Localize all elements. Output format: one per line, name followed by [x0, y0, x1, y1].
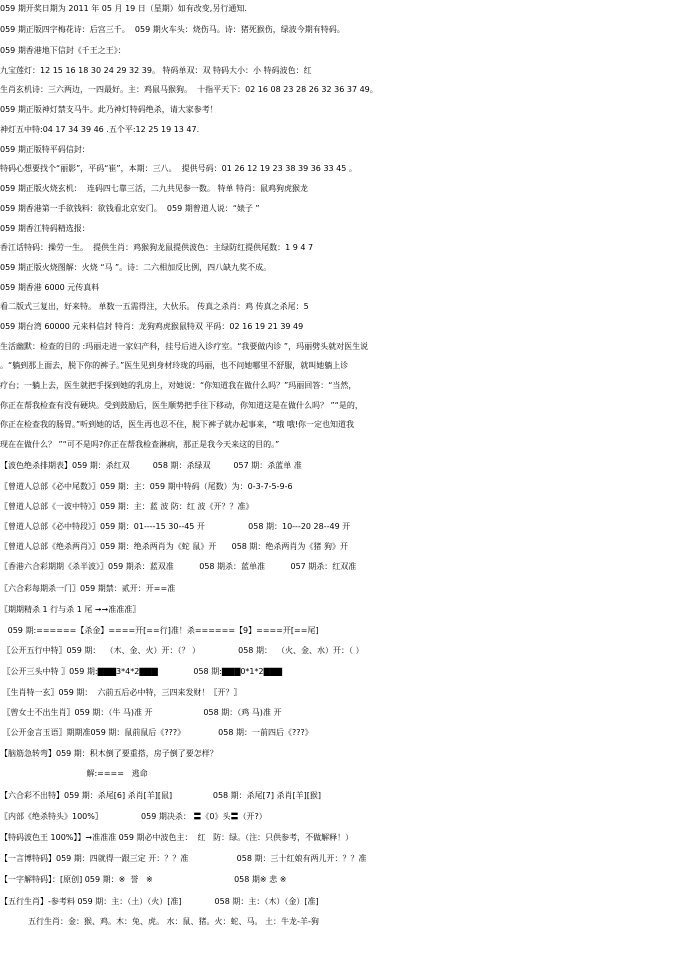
line-text: 〖内部《绝杀特头》100%〗 059 期决杀： 〓《0》头〓（开?） — [0, 812, 267, 821]
text-line — [0, 81, 688, 99]
text-line — [0, 538, 688, 556]
line-text: 059 期正版神灯禁支马牛。此乃神灯特码绝杀，请大家参考！ — [0, 105, 218, 114]
text-line — [0, 220, 688, 238]
line-text: 〖曾道人总部《绝杀两肖》〗059 期：绝杀两肖为《蛇 鼠》开 058 期：绝杀两肖为《猪 狗》开 — [0, 542, 348, 551]
text-line — [0, 580, 688, 598]
text-line — [0, 829, 688, 847]
line-text: 香江话特码：操劳一生。 提供生肖：鸡猴狗龙鼠提供波色：主绿防红提供尾数：1 9 4 7 — [0, 243, 314, 252]
line-text: 。“躺到那上面去，脱下你的裤子。”医生见到身材玲珑的玛丽，也不问她哪里不舒服，就叫她躺上诊 — [0, 361, 349, 370]
line-text-tail: 另行通知. — [212, 4, 247, 13]
text-line — [0, 141, 688, 159]
text-line — [0, 663, 688, 681]
text-line — [0, 498, 688, 516]
line-text: 看二版式三复出，好来特。 单数一五需得注，大伙乐。 传真之杀肖：鸡 传真之杀尾：5 — [0, 302, 309, 311]
line-text: 〖六合彩每期杀一门〗059 期禁：贰开：开==准 — [0, 584, 176, 593]
line-text: 059 期香港 6000 元传真料 — [0, 283, 100, 292]
text-line — [0, 893, 688, 911]
line-text: 神灯五中特:04 17 34 39 46 .五个平:12 25 19 13 47. — [0, 125, 200, 134]
text-line — [0, 101, 688, 119]
line-text: 【特码波色王 100%】】➞准准准 059 期必中波色主： 红 防：绿。（注：只供参考，不做解释！） — [0, 833, 354, 842]
text-line — [0, 318, 688, 336]
text-line — [0, 808, 688, 826]
line-text: 【六合彩不出特】059 期：杀尾[6] 杀肖[羊][鼠] 058 期：杀尾[7] 杀肖[羊][猴] — [0, 791, 322, 800]
line-text: 〖曾女士不出生肖〗059 期：（牛 马)准 开 058 期：（鸡 马)准 开 — [0, 708, 282, 717]
line-text: 【脑筋急转弯】059 期：积木倒了要重搭，房子倒了要怎样？ — [0, 749, 218, 758]
line-text: 五行生肖：金：猴、鸡。木：兔、虎。 水：鼠、猪。火：蛇、马。 土：牛龙-羊-狗 — [0, 917, 319, 926]
line-text: 059 期香港地下信封《千王之王》： — [0, 46, 126, 55]
line-text: 059 期开奖日期为 2011 年 05 月 19 日（星期）如有改变, — [0, 4, 213, 13]
text-line — [0, 871, 688, 889]
text-line — [0, 279, 688, 297]
line-text: 〖曾道人总部《一波中特》〗059 期：主：蓝 波 防：红 波《开？？准》 — [0, 502, 254, 511]
text-line — [0, 642, 688, 660]
text-line — [0, 42, 688, 60]
line-text: 【一字解特码】：[原创] 059 期：※ 誉 ※ 058 期※ 悲 ※ — [0, 875, 287, 884]
line-text: 你正在检查我的肠胃。”听到她的话，医生再也忍不住，脱下裤子就办起事来，“哦 哦!你一定也知道我 — [0, 420, 355, 429]
line-text: 〖公开三头中特 〗059 期:▇▇▇3*4*2▇▇▇ 058 期:▇▇▇0*1*2▇▇▇ — [0, 667, 283, 676]
draw-date-line — [0, 0, 688, 18]
line-text: 【五行生肖】-参考料 059 期：主：（土）（火）[准] 058 期：主：（木）（金）[准] — [0, 897, 319, 906]
line-text: 059 期正版火烧玄机： 连码四七靠三活，二九共见参一数。 特单 特肖：鼠鸡狗虎猴龙 — [0, 184, 308, 193]
line-text: 〖香港六合彩期期《杀半波》〗059 期杀：蓝双准 058 期杀：蓝单准 057 期杀：红双准 — [0, 562, 357, 571]
joke-line — [0, 338, 688, 356]
text-line — [0, 913, 688, 931]
text-line — [0, 601, 688, 619]
line-text: 现在在做什么？ ”“可不是吗?你正在帮我检查淋病，那正是我今天来这的目的。” — [0, 440, 280, 449]
text-line — [0, 160, 688, 178]
text-line — [0, 259, 688, 277]
text-line — [0, 704, 688, 722]
text-line — [0, 239, 688, 257]
text-line — [0, 62, 688, 80]
text-line — [0, 850, 688, 868]
line-text: 解:==== 逃命 — [0, 769, 148, 778]
line-text: 059 期正版特平码信封： — [0, 145, 90, 154]
line-text: 〖生肖特一玄〗059 期： 六前五后必中特，三四来发财！〖开？〗 — [0, 688, 242, 697]
line-text: 059 期正版火烧图解：火烧 “马 ”。诗：二六相加反比例，四八缺九奖不成。 — [0, 263, 272, 272]
line-text: 〖公开五行中特〗059 期： （木、金、火）开：（？ ） 058 期： （火、金、水）开：（ ） — [0, 646, 364, 655]
joke-line — [0, 416, 688, 434]
line-text: 059 期香江特码精选报： — [0, 224, 90, 233]
text-line — [0, 558, 688, 576]
line-text: 059 期香港第一手欲钱料：欲钱看北京安门。 059 期曾道人说：“婊子 ” — [0, 204, 260, 213]
text-line — [0, 684, 688, 702]
text-line — [0, 765, 688, 783]
line-text: 生肖玄机诗：三六两边，一四最好。主：鸡鼠马猴狗。 十指平天下：02 16 08 23 28 26 32 36 37 49。 — [0, 85, 378, 94]
line-text: 059 期台湾 60000 元来料信封 特肖：龙狗鸡虎猴鼠特双 平码：02 16 19 21 39 49 — [0, 322, 304, 331]
text-line — [0, 478, 688, 496]
line-text: 九宝莲灯：12 15 16 18 30 24 29 32 39。 特码单双：双 特码大小：小 特码波色：红 — [0, 66, 312, 75]
text-line — [0, 180, 688, 198]
line-text: 特码心想要找个“丽影”，平码“崔”，本期：三八。 提供号码：01 26 12 19 23 38 39 36 33 45 。 — [0, 164, 357, 173]
joke-line — [0, 357, 688, 375]
text-line — [0, 787, 688, 805]
line-text: 生活幽默：检查的目的 :玛丽走进一家妇产科，挂号后进入诊疗室。“我要做内诊 ”，玛丽劈头就对医生说 — [0, 342, 369, 351]
line-text: 【一言博特码】059 期：四就得一跟三定 开：？？准 058 期：三十红娘有两儿开：？？准 — [0, 854, 367, 863]
text-line — [0, 724, 688, 742]
joke-line — [0, 436, 688, 454]
line-text: 〖曾道人总部《必中特段》〗059 期：01----15 30--45 开 058 期：10---20 28--49 开 — [0, 522, 351, 531]
line-text: 【波色绝杀排期表】059 期：杀红双 058 期：杀绿双 057 期：杀蓝单 准 — [0, 461, 302, 470]
joke-line — [0, 397, 688, 415]
text-line — [0, 518, 688, 536]
text-line — [0, 457, 688, 475]
line-text: 〖曾道人总部《必中尾数》〗059 期：主：059 期中特码（尾数）为：0-3-7-5-9-6 — [0, 482, 293, 491]
text-line — [0, 745, 688, 763]
text-line — [0, 622, 688, 640]
line-text: 059 期正版四字梅花诗：后宫三千。 059 期火车头：烧伤马。诗：猪死猴伤，绿波今期有特码。 — [0, 25, 345, 34]
line-text: 059 期:======【杀金】====开[==行]准！杀======【9】====开[==尾] — [0, 626, 319, 635]
text-line — [0, 121, 688, 139]
line-text: 疗台；一躺上去，医生就把手探到她的乳房上，对她说：“你知道我在做什么吗？”玛丽回答：“当然， — [0, 381, 357, 390]
line-text: 〖期期精杀 1 行与杀 1 尾 ➞➞准准准〗 — [0, 605, 141, 614]
joke-line — [0, 377, 688, 395]
line-text: 〖公开金言玉语〗期期准059 期：鼠前鼠后《???》 058 期：一前四后《???》 — [0, 728, 313, 737]
text-line — [0, 200, 688, 218]
text-line — [0, 21, 688, 39]
text-line — [0, 298, 688, 316]
line-text: 你正在帮我检查有没有硬块。受到鼓励后，医生顺势把手往下移动，你知道这是在做什么吗？ ”“是的， — [0, 401, 363, 410]
